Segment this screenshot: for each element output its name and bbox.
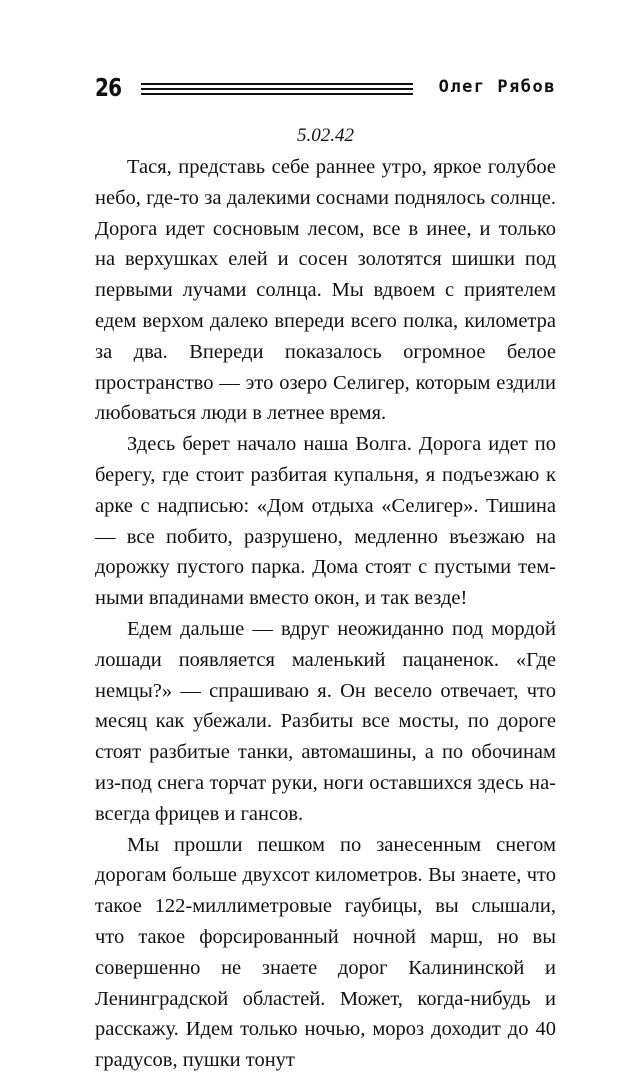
paragraph: Едем дальше — вдруг неожиданно под мордой лошади появляется маленький пацаненок. «Где немцы?» — спрашиваю я. Он весело отвечает, что месяц как убежали. Разбиты все мосты, по дороге стоят разбитые танки, автомашины, а по обочинам из-под снега торчат руки, ноги оставшихся здесь навсегда фрицев и гансов.: [95, 617, 556, 825]
header-rule-line: [141, 88, 413, 90]
paragraph: Здесь берет начало наша Волга. Дорога идет по берегу, где стоит разбитая купальня, я подъезжаю к арке с надписью: «Дом отдыха «Селигер». Тишина — все побито, разрушено, медленно въезжаю на дорожку пустого парка. Дома стоят с пустыми темными впадинами вместо окон, и так везде!: [95, 433, 556, 610]
letter-body: [95, 152, 556, 1076]
header-rule-line: [141, 83, 413, 85]
paragraph: Тася, представь себе раннее утро, яркое голубое небо, где-то за далекими соснами поднялось солнце. Дорога идет сосновым лесом, все в инее, и только на верхушках елей и сосен золотятся шишки под первыми лучами солнца. Мы вдвоем с приятелем едем верхом далеко впереди всего полка, километра за два. Впереди показалось огромное белое пространство — это озеро Селигер, которым ездили любоваться люди в летнее время.: [95, 156, 556, 425]
author-name: Олег Рябов: [438, 77, 556, 97]
letter-date: 5.02.42: [297, 125, 354, 146]
header-rule-line: [141, 93, 413, 95]
page-number: 26: [95, 73, 122, 102]
paragraph: Мы прошли пешком по занесенным снегом дорогам больше двухсот километров. Вы знаете, что такое 122-миллиметровые гаубицы, вы слышали, что такое форсированный ночной марш, но вы совершенно не знаете дорог Калининской и Ленинградской областей. Может, когда-нибудь и расскажу. Идем только ночью, мороз доходит до 40 градусов, пушки тонут: [95, 833, 556, 1072]
header-rule-lines: [141, 83, 413, 98]
running-header: [95, 70, 556, 110]
